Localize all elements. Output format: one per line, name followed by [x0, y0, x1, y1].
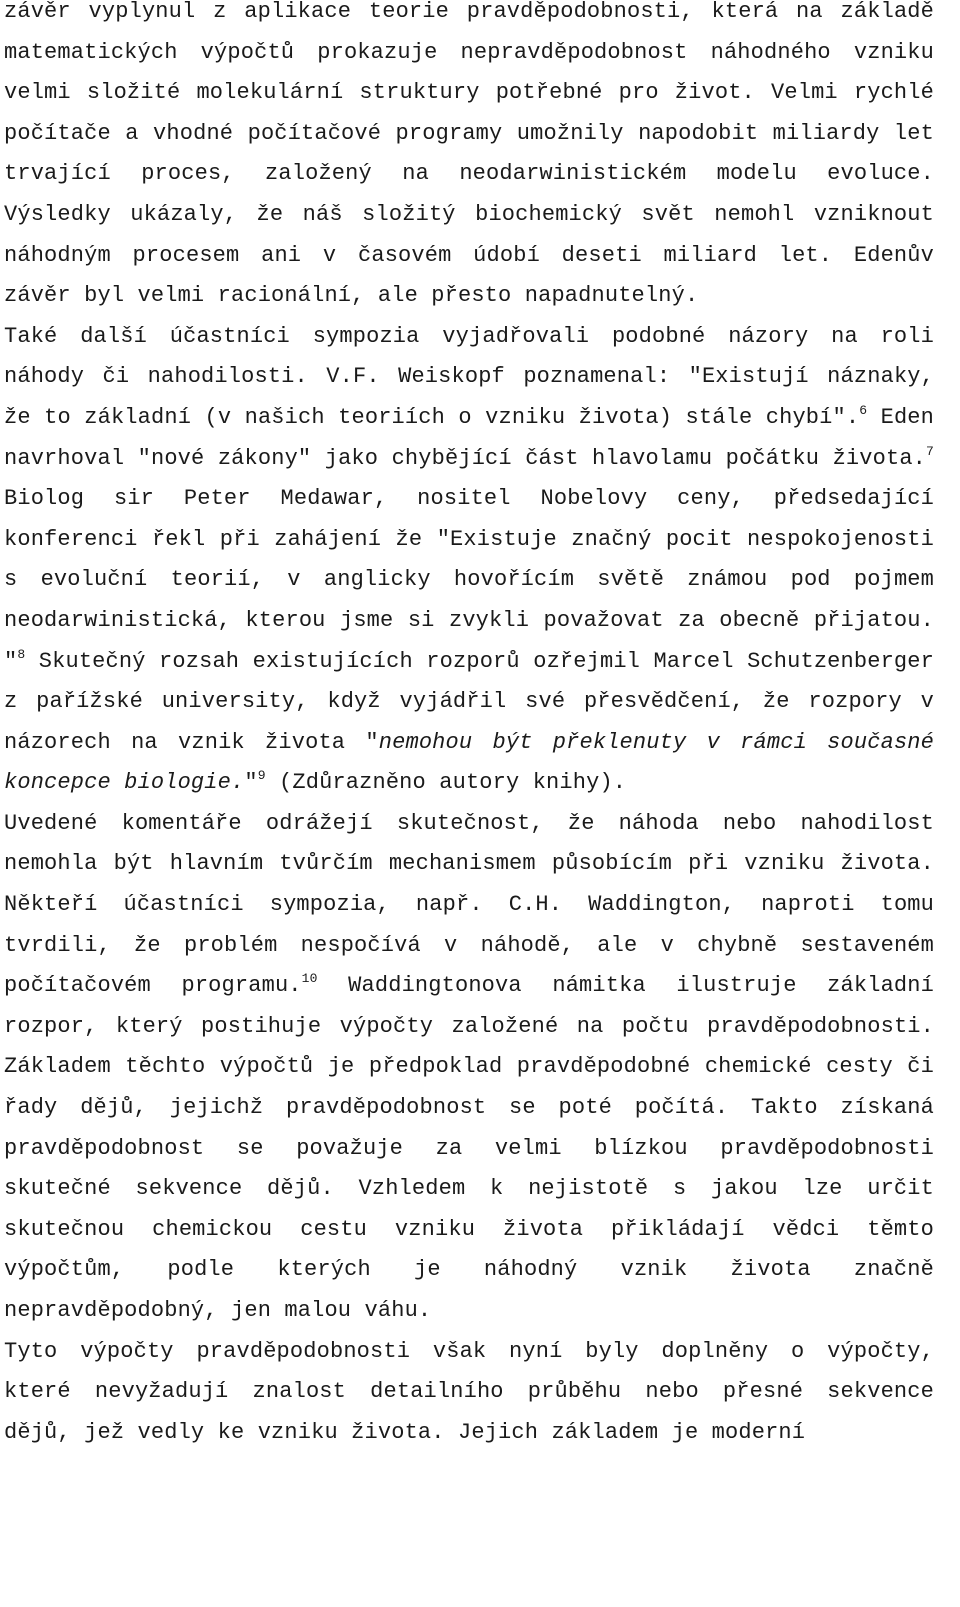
text-run: Skutečný rozsah existujících rozporů ozřejmil Marcel Schutzenberger z pařížské university, když vyjádřil své přesvědčení, že rozpory v názorech na vznik života " — [4, 648, 934, 755]
paragraph — [4, 317, 934, 804]
text-run: Také další účastníci sympozia vyjadřovali podobné názory na roli náhody či nahodilosti. V.F. Weiskopf poznamenal: "Existují náznaky, že to základní (v našich teoriích o vzniku života) stále chybí". — [4, 323, 934, 430]
text-run: Biolog sir Peter Medawar, nositel Nobelovy ceny, předsedající konferenci řekl při zahájení že "Existuje značný pocit nespokojenosti s evoluční teorií, v anglicky hovořícím světě známou pod pojmem neodarwinistická, kterou jsme si zvykli považovat za obecně přijatou. " — [4, 486, 934, 674]
emphasized-quote: nemohou být překlenuty v rámci současné koncepce biologie. — [4, 729, 935, 796]
paragraph — [4, 0, 934, 317]
footnote-ref: 9 — [257, 768, 266, 784]
footnote-ref: 7 — [926, 443, 934, 459]
text-run: Uvedené komentáře odrážejí skutečnost, že náhoda nebo nahodilost nemohla být hlavním tvůrčím mechanismem působícím při vzniku života. Někteří účastníci sympozia, např. C.H. Waddington, naproti tomu tvrdili, že problém nespočívá v náhodě, ale v chybně sestaveném počítačovém programu. — [4, 810, 934, 999]
footnote-ref: 8 — [17, 646, 26, 662]
footnote-ref: 10 — [301, 971, 318, 987]
text-run: Waddingtonova námitka ilustruje základní rozpor, který postihuje výpočty založené na počtu pravděpodobnosti. Základem těchto výpočtů je předpoklad pravděpodobné chemické cesty či řady dějů, jejichž pravděpodobnost se poté počítá. Takto získaná pravděpodobnost se považuje za velmi blízkou pravděpodobnosti skutečné sekvence dějů. Vzhledem k nejistotě s jakou lze určit skutečnou chemickou cestu vzniku života přikládají vědci těmto výpočtům, podle kterých je náhodný vznik života značně nepravděpodobný, jen malou váhu. — [4, 973, 934, 1323]
text-run: (Zdůrazněno autory knihy). — [265, 770, 627, 796]
paragraph — [4, 804, 934, 1332]
text-run: " — [244, 770, 258, 796]
text-run: závěr vyplynul z aplikace teorie pravděpodobnosti, která na základě matematických výpočtů prokazuje nepravděpodobnost náhodného vzniku velmi složité molekulární struktury potřebné pro život. Velmi rychlé počítače a vhodné počítačové programy umožnily napodobit miliardy let trvající proces, založený na neodarwinistickém modelu evoluce. Výsledky ukázaly, že náš složitý biochemický svět nemohl vzniknout náhodným procesem ani v časovém údobí deseti miliard let. Edenův závěr byl velmi racionální, ale přesto napadnutelný. — [4, 0, 934, 309]
text-run: Tyto výpočty pravděpodobnosti však nyní byly doplněny o výpočty, které nevyžadují znalost detailního průběhu nebo přesné sekvence dějů, jež vedly ke vzniku života. Jejich základem je moderní — [4, 1338, 934, 1445]
footnote-ref: 6 — [859, 402, 868, 418]
text-run: Eden navrhoval "nové zákony" jako chybějící část hlavolamu počátku života. — [4, 404, 934, 471]
document-page — [4, 0, 934, 1453]
paragraph — [4, 1332, 934, 1454]
